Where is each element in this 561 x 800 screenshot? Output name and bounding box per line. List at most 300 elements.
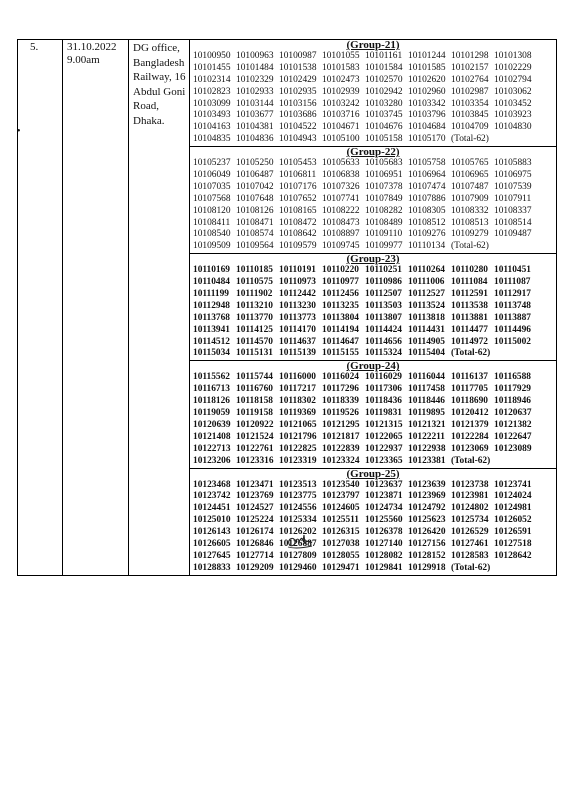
roll-number: 10110973 — [279, 277, 316, 288]
roll-number: 10103923 — [494, 110, 532, 121]
roll-number: 10107741 — [322, 193, 360, 204]
roll-number: 10104943 — [279, 134, 317, 145]
roll-number: 10109279 — [451, 229, 489, 240]
roll-row — [190, 515, 556, 527]
roll-number: 10106975 — [494, 170, 532, 181]
roll-number: 10121408 — [193, 431, 231, 442]
roll-number: 10106964 — [408, 170, 446, 181]
roll-number: 10123738 — [451, 479, 489, 490]
roll-number: 10126529 — [451, 527, 489, 538]
roll-number: 10108473 — [322, 217, 360, 228]
roll-number: 10103354 — [451, 98, 489, 109]
roll-number: 10118436 — [365, 396, 402, 407]
roll-number: 10115324 — [365, 348, 402, 359]
roll-number: 10112917 — [494, 289, 531, 300]
roll-number: 10114570 — [236, 336, 273, 347]
roll-number: 10122938 — [408, 443, 446, 454]
roll-number: 10125511 — [322, 515, 359, 526]
roll-number: 10113503 — [365, 300, 402, 311]
roll-number: 10125334 — [279, 515, 317, 526]
roll-number: 10100950 — [193, 51, 231, 61]
roll-row — [190, 551, 556, 563]
roll-number: 10114972 — [451, 336, 488, 347]
roll-number: 10115744 — [236, 372, 273, 383]
roll-number: 10100963 — [236, 51, 274, 61]
roll-number: 10102823 — [193, 86, 231, 97]
roll-number: 10105158 — [365, 134, 403, 145]
roll-number: 10111902 — [236, 289, 273, 300]
roll-number: 10122211 — [408, 431, 445, 442]
roll-row — [190, 289, 556, 301]
roll-number: 10118690 — [451, 396, 488, 407]
roll-number: 10126202 — [279, 527, 317, 538]
roll-number: 10101161 — [365, 51, 403, 61]
roll-number: 10121295 — [322, 419, 360, 430]
roll-number: 10101298 — [451, 51, 489, 61]
roll-number: 10103745 — [365, 110, 403, 121]
roll-number: 10121321 — [408, 419, 446, 430]
roll-number: 10106838 — [322, 170, 360, 181]
roll-number: 10113941 — [193, 324, 230, 335]
roll-number: 10128833 — [193, 562, 231, 573]
roll-number: 10105758 — [408, 158, 446, 169]
roll-number: 10101244 — [408, 51, 446, 61]
roll-number: 10126052 — [494, 515, 532, 526]
roll-number: 10115404 — [408, 348, 445, 359]
roll-number: 10123468 — [193, 479, 231, 490]
roll-number: 10110575 — [236, 277, 273, 288]
roll-number: 10108514 — [494, 217, 532, 228]
roll-number: 10123365 — [365, 455, 403, 466]
roll-number: 10107652 — [279, 193, 317, 204]
roll-number: 10110169 — [193, 265, 230, 276]
roll-number: 10107911 — [494, 193, 532, 204]
roll-number: 10102157 — [451, 62, 489, 73]
roll-number: 10105633 — [322, 158, 360, 169]
roll-number: 10119831 — [365, 408, 402, 419]
venue-cell — [129, 40, 190, 576]
roll-number: 10128642 — [494, 550, 532, 561]
roll-number: 10105170 — [408, 134, 446, 145]
roll-number: 10101484 — [236, 62, 274, 73]
roll-number: 10128583 — [451, 550, 489, 561]
roll-number: 10124802 — [451, 503, 489, 514]
roll-number: 10104522 — [279, 122, 317, 133]
roll-number: 10123741 — [494, 479, 532, 490]
roll-number: 10124981 — [494, 503, 532, 514]
roll-number: 10121382 — [494, 419, 532, 430]
roll-number: 10105250 — [236, 158, 274, 169]
roll-number: 10114424 — [365, 324, 402, 335]
roll-number: 10123381 — [408, 455, 446, 466]
schedule-table — [17, 39, 557, 576]
roll-row — [190, 87, 556, 99]
roll-number: 10120637 — [494, 408, 532, 419]
roll-number: 10123871 — [365, 491, 403, 502]
roll-number: 10103062 — [494, 86, 532, 97]
roll-number: 10129460 — [279, 562, 317, 573]
roll-number: 10122647 — [494, 431, 532, 442]
roll-number: 10122839 — [322, 443, 360, 454]
group-title: (Group-24) — [346, 360, 400, 373]
roll-number: 10126174 — [236, 527, 274, 538]
roll-number: 10112507 — [365, 289, 402, 300]
roll-row — [190, 348, 556, 360]
roll-number: 10126591 — [494, 527, 532, 538]
serial-number: 5. — [30, 41, 39, 53]
roll-row — [190, 218, 556, 230]
roll-number: 10109745 — [322, 241, 360, 252]
roll-number: 10113524 — [408, 300, 445, 311]
roll-number: 10108540 — [193, 229, 231, 240]
roll-number — [494, 348, 556, 360]
roll-number: 10107886 — [408, 193, 446, 204]
roll-number: 10106951 — [365, 170, 403, 181]
roll-number: 10126420 — [408, 527, 446, 538]
roll-number: 10123540 — [322, 479, 360, 490]
roll-number: 10119369 — [279, 408, 316, 419]
roll-number: 10125623 — [408, 515, 446, 526]
roll-number: 10107378 — [365, 181, 403, 192]
roll-number: 10126605 — [193, 538, 231, 549]
roll-number: 10108222 — [322, 205, 360, 216]
roll-number: 10107648 — [236, 193, 274, 204]
roll-number: 10129209 — [236, 562, 274, 573]
roll-number: 10111006 — [408, 277, 445, 288]
roll-number: 10123206 — [193, 455, 231, 466]
roll-number: 10107176 — [279, 181, 317, 192]
roll-number: 10100987 — [279, 51, 317, 61]
roll-number: 10123981 — [451, 491, 489, 502]
group-total: (Total-62) — [451, 455, 491, 466]
roll-number: 10114512 — [193, 336, 230, 347]
roll-number: 10109564 — [236, 241, 274, 252]
roll-number: 10108574 — [236, 229, 274, 240]
roll-number: 10110251 — [365, 265, 402, 276]
roll-row — [190, 432, 556, 444]
roll-number: 10103796 — [408, 110, 446, 121]
roll-group — [190, 254, 556, 361]
roll-number: 10116137 — [451, 372, 488, 383]
roll-number: 10105683 — [365, 158, 403, 169]
roll-number: 10123069 — [451, 443, 489, 454]
roll-number: 10126143 — [193, 527, 231, 538]
roll-number: 10114496 — [494, 324, 531, 335]
roll-number: 10121817 — [322, 431, 360, 442]
roll-number: 10108642 — [279, 229, 317, 240]
roll-number: 10105765 — [451, 158, 489, 169]
roll-number: 10102939 — [322, 86, 360, 97]
roll-number: 10125560 — [365, 515, 403, 526]
roll-number: 10113748 — [494, 300, 531, 311]
roll-number: 10103144 — [236, 98, 274, 109]
roll-row — [190, 182, 556, 194]
roll-number: 10112456 — [322, 289, 359, 300]
roll-group — [190, 147, 556, 254]
roll-number: 10102229 — [494, 62, 532, 73]
roll-number: 10111084 — [451, 277, 488, 288]
roll-number: 10128152 — [408, 550, 446, 561]
roll-number: 10101308 — [494, 51, 532, 61]
roll-number: 10123637 — [365, 479, 403, 490]
roll-number: 10119158 — [236, 408, 273, 419]
roll-number: 10105883 — [494, 158, 532, 169]
roll-number: 10123797 — [322, 491, 360, 502]
roll-number: 10116713 — [193, 384, 230, 395]
roll-number: 10104709 — [451, 122, 489, 133]
roll-number: 10121315 — [365, 419, 403, 430]
roll-row — [190, 408, 556, 420]
roll-number: 10127156 — [408, 538, 446, 549]
roll-number: 10125010 — [193, 515, 231, 526]
roll-number: 10103493 — [193, 110, 231, 121]
roll-number: 10112527 — [408, 289, 445, 300]
schedule-row — [18, 40, 557, 576]
roll-number: 10115139 — [279, 348, 316, 359]
roll-number: 10108165 — [279, 205, 317, 216]
roll-row — [190, 277, 556, 289]
roll-number: 10105453 — [279, 158, 317, 169]
roll-number: 10105237 — [193, 158, 231, 169]
roll-number: 10122065 — [365, 431, 403, 442]
venue-line: DG office, — [133, 42, 180, 54]
roll-number: 10114647 — [322, 336, 359, 347]
roll-row — [190, 170, 556, 182]
roll-number: 10120412 — [451, 408, 489, 419]
roll-group — [190, 361, 556, 468]
roll-number: 10110264 — [408, 265, 445, 276]
roll-number: 10107474 — [408, 181, 446, 192]
roll-number: 10110484 — [193, 277, 230, 288]
roll-number: 10106487 — [236, 170, 274, 181]
roll-number: 10110986 — [365, 277, 402, 288]
group-title: (Group-23) — [346, 253, 400, 266]
roll-row — [190, 337, 556, 349]
roll-number: 10110220 — [322, 265, 359, 276]
roll-number: 10127809 — [279, 550, 317, 561]
roll-number: 10102329 — [236, 74, 274, 85]
venue-line: Dhaka. — [133, 114, 165, 127]
roll-number: 10104836 — [236, 134, 274, 145]
roll-number: 10107035 — [193, 181, 231, 192]
roll-number: 10113770 — [236, 312, 273, 323]
roll-number: 10103845 — [451, 110, 489, 121]
roll-number: 10129471 — [322, 562, 360, 573]
roll-number: 10123324 — [322, 455, 360, 466]
roll-number: 10122825 — [279, 443, 317, 454]
roll-number: 10114637 — [279, 336, 316, 347]
roll-number: 10121524 — [236, 431, 274, 442]
roll-row — [190, 206, 556, 218]
roll-number — [494, 456, 556, 468]
roll-number: 10101538 — [279, 62, 317, 73]
roll-row — [190, 527, 556, 539]
roll-number: 10128055 — [322, 550, 360, 561]
roll-number: 10106811 — [279, 170, 317, 181]
roll-number: 10110191 — [279, 265, 316, 276]
roll-row — [190, 325, 556, 337]
roll-row — [190, 158, 556, 170]
roll-number — [494, 563, 556, 575]
roll-number: 10109509 — [193, 241, 231, 252]
roll-number: 10120922 — [236, 419, 274, 430]
roll-number: 10113818 — [408, 312, 445, 323]
roll-number: 10117306 — [365, 384, 402, 395]
roll-row — [190, 396, 556, 408]
roll-number: 10102987 — [451, 86, 489, 97]
roll-number: 10114431 — [408, 324, 445, 335]
roll-number: 10103156 — [279, 98, 317, 109]
roll-number: 10117458 — [408, 384, 445, 395]
roll-number: 10101455 — [193, 62, 231, 73]
roll-number: 10115034 — [193, 348, 230, 359]
roll-number: 10125734 — [451, 515, 489, 526]
roll-number: 10117217 — [279, 384, 316, 395]
roll-number: 10108472 — [279, 217, 317, 228]
roll-number: 10113804 — [322, 312, 359, 323]
roll-number — [494, 241, 556, 253]
roll-number: 10115131 — [236, 348, 273, 359]
roll-number: 10102764 — [451, 74, 489, 85]
roll-number: 10103242 — [322, 98, 360, 109]
roll-number: 10102935 — [279, 86, 317, 97]
roll-number: 10108332 — [451, 205, 489, 216]
roll-number: 10114905 — [408, 336, 445, 347]
roll-row — [190, 75, 556, 87]
roll-row — [190, 51, 556, 63]
margin-bullet: • — [17, 126, 21, 137]
roll-number: 10113230 — [279, 300, 316, 311]
roll-number: 10114170 — [279, 324, 316, 335]
roll-row — [190, 99, 556, 111]
roll-number: 10116760 — [236, 384, 273, 395]
roll-number: 10122761 — [236, 443, 274, 454]
roll-number: 10111199 — [193, 289, 229, 300]
roll-number: 10102570 — [365, 74, 403, 85]
roll-number: 10110134 — [408, 241, 446, 252]
roll-number: 10101055 — [322, 51, 360, 61]
roll-number: 10106049 — [193, 170, 231, 181]
roll-number: 10126887 — [279, 538, 317, 549]
venue-line: Bangladesh — [133, 56, 185, 69]
roll-number: 10112948 — [193, 300, 230, 311]
roll-number: 10121065 — [279, 419, 317, 430]
roll-number: 10121379 — [451, 419, 489, 430]
roll-number: 10118302 — [279, 396, 316, 407]
roll-number: 10123775 — [279, 491, 317, 502]
roll-number: 10103342 — [408, 98, 446, 109]
roll-row — [190, 110, 556, 122]
roll-number: 10104671 — [322, 122, 360, 133]
roll-number: 10108305 — [408, 205, 446, 216]
roll-row — [190, 241, 556, 253]
roll-number: 10113210 — [236, 300, 273, 311]
roll-number: 10102620 — [408, 74, 446, 85]
roll-number: 10109110 — [365, 229, 403, 240]
roll-number: 10123513 — [279, 479, 317, 490]
roll-number: 10129841 — [365, 562, 403, 573]
roll-number: 10109579 — [279, 241, 317, 252]
roll-row — [190, 229, 556, 241]
roll-number: 10104835 — [193, 134, 231, 145]
roll-number: 10104684 — [408, 122, 446, 133]
roll-number: 10110451 — [494, 265, 531, 276]
roll-number: 10114125 — [236, 324, 273, 335]
roll-number: 10101583 — [322, 62, 360, 73]
roll-number: 10107487 — [451, 181, 489, 192]
roll-number: 10103280 — [365, 98, 403, 109]
roll-number: 10108512 — [408, 217, 446, 228]
venue-line: Railway, 16 — [133, 71, 186, 83]
roll-number: 10124024 — [494, 491, 532, 502]
roll-group — [190, 40, 556, 147]
roll-number: 10112442 — [279, 289, 316, 300]
roll-number: 10114656 — [365, 336, 402, 347]
roll-number: 10123089 — [494, 443, 532, 454]
roll-number: 10126378 — [365, 527, 403, 538]
roll-number: 10123471 — [236, 479, 274, 490]
roll-number: 10113773 — [279, 312, 316, 323]
roll-number: 10102933 — [236, 86, 274, 97]
group-total: (Total-62) — [451, 241, 489, 252]
roll-number: 10125224 — [236, 515, 274, 526]
roll-row — [190, 539, 556, 551]
roll-number: 10122937 — [365, 443, 403, 454]
roll-number: 10115155 — [322, 348, 359, 359]
roll-row — [190, 444, 556, 456]
roll-number: 10113235 — [322, 300, 359, 311]
roll-number: 10119895 — [408, 408, 445, 419]
serial-cell — [18, 40, 63, 576]
roll-number: 10127038 — [322, 538, 360, 549]
roll-number: 10114477 — [451, 324, 488, 335]
roll-number: 10108489 — [365, 217, 403, 228]
roll-number: 10105100 — [322, 134, 360, 145]
roll-number: 10102942 — [365, 86, 403, 97]
roll-number: 10124792 — [408, 503, 446, 514]
roll-number: 10118446 — [408, 396, 445, 407]
roll-number: 10108126 — [236, 205, 274, 216]
roll-number: 10116000 — [279, 372, 316, 383]
roll-row — [190, 384, 556, 396]
roll-number: 10118126 — [193, 396, 230, 407]
roll-row — [190, 313, 556, 325]
roll-number: 10107042 — [236, 181, 274, 192]
roll-number: 10123639 — [408, 479, 446, 490]
roll-row — [190, 301, 556, 313]
roll-number: 10106965 — [451, 170, 489, 181]
roll-number: 10102794 — [494, 74, 532, 85]
roll-number: 10122284 — [451, 431, 489, 442]
roll-number: 10103716 — [322, 110, 360, 121]
handwritten-signature — [286, 532, 314, 550]
roll-number: 10107568 — [193, 193, 231, 204]
roll-number: 10108411 — [193, 217, 231, 228]
roll-number: 10102960 — [408, 86, 446, 97]
roll-number: 10116024 — [322, 372, 359, 383]
roll-number: 10123769 — [236, 491, 274, 502]
roll-number: 10127518 — [494, 538, 532, 549]
roll-number: 10118158 — [236, 396, 273, 407]
venue-line: Abdul Goni — [133, 85, 186, 98]
roll-row — [190, 563, 556, 575]
roll-group — [190, 469, 556, 575]
roll-number: 10113887 — [494, 312, 531, 323]
roll-number: 10108513 — [451, 217, 489, 228]
roll-row — [190, 491, 556, 503]
roll-number: 10123316 — [236, 455, 274, 466]
exam-time: 9.00am — [67, 54, 100, 66]
